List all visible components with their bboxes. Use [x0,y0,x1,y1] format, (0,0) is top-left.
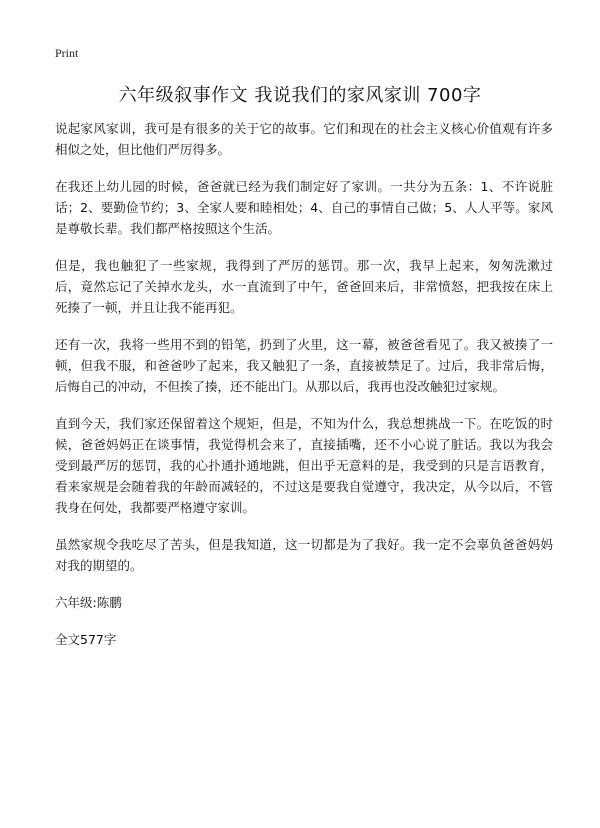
article-body [55,118,553,650]
paragraph-5: 直到今天，我们家还保留着这个规矩，但是，不知为什么，我总想挑战一下。在吃饭的时候，爸爸妈妈正在谈事情，我觉得机会来了，直接插嘴，还不小心说了脏话。我以为我会受到最严厉的惩罚，我的心扑通扑通地跳，但出乎无意料的是，我受到的只是言语教育，看来家规是会随着我的年龄而减轻的，不过这是要我自觉遵守，我决定，从今以后，不管我身在何处，我都要严格遵守家训。 [55,416,553,515]
paragraph-2: 在我还上幼儿园的时候，爸爸就已经为我们制定好了家训。一共分为五条：1、不许说脏话；2、要勤俭节约；3、全家人要和睦相处；4、自己的事情自己做；5、人人平等。家风是尊敬长辈。我们都严格按照这个生活。 [55,179,553,236]
paragraph-6: 虽然家规令我吃尽了苦头，但是我知道，这一切都是为了我好。我一定不会辜负爸爸妈妈对我的期望的。 [55,537,553,573]
paragraph-4: 还有一次，我将一些用不到的铅笔，扔到了火里，这一幕，被爸爸看见了。我又被揍了一顿，但我不服，和爸爸吵了起来，我又触犯了一条，直接被禁足了。过后，我非常后悔，后悔自己的冲动，不但挨了揍，还不能出门。从那以后，我再也没改触犯过家规。 [55,337,553,394]
word-count: 全文577字 [55,632,117,647]
print-link[interactable]: Print [55,46,79,60]
paragraph-1: 说起家风家训，我可是有很多的关于它的故事。它们和现在的社会主义核心价值观有许多相似之处，但比他们严厉得多。 [55,121,553,157]
paragraph-3: 但是，我也触犯了一些家规，我得到了严厉的惩罚。那一次，我早上起来，匆匆洗漱过后，竟然忘记了关掉水龙头，水一直流到了中午，爸爸回来后，非常愤怒，把我按在床上死揍了一顿，并且让我不能再犯。 [55,258,553,315]
author-line: 六年级:陈鹏 [55,595,122,610]
article-title: 六年级叙事作文 我说我们的家风家训 700字 [118,85,482,106]
